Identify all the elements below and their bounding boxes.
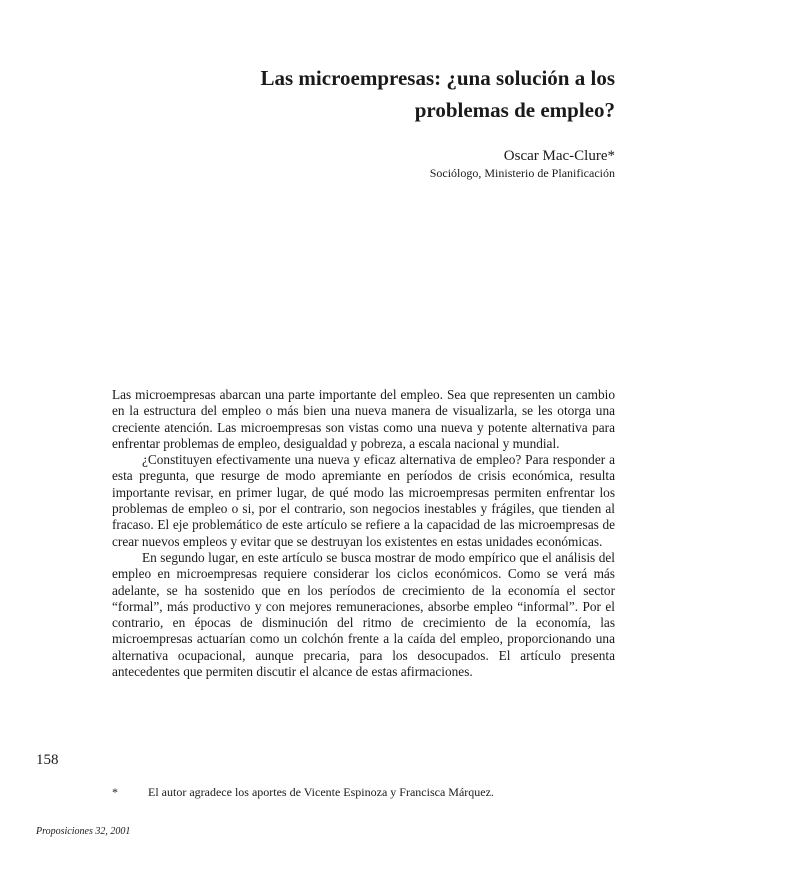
footnote-text: El autor agradece los aportes de Vicente Espinoza y Francisca Márquez.	[148, 785, 494, 799]
author-name: Oscar Mac-Clure*	[503, 148, 615, 164]
page-number: 158	[36, 752, 59, 768]
footnote	[112, 785, 632, 800]
footnote-mark: *	[112, 785, 118, 799]
paragraph-2: ¿Constituyen efectivamente una nueva y eficaz alternativa de empleo? Para responder a esta pregunta, que resurge de modo apremiante en períodos de crisis económica, resulta importante revisar, en primer lugar, de qué modo las microempresas permiten enfrentar los problemas de empleo o si, por el contrario, son negocios inestables y frágiles, que tienden al fracaso. El eje problemático de este artículo se refiere a la capacidad de las microempresas de crear nuevos empleos y evitar que se destruyan los existentes en estas unidades económicas.	[112, 452, 615, 549]
article-body	[112, 387, 615, 680]
author-affiliation: Sociólogo, Ministerio de Planificación	[429, 166, 615, 180]
article-title	[135, 62, 615, 126]
paragraph-3: En segundo lugar, en este artículo se busca mostrar de modo empírico que el análisis del empleo en microempresas requiere considerar los ciclos económicos. Como se verá más adelante, se ha sostenido que en los períodos de crecimiento de la economía el sector “formal”, más productivo y con mejores remuneraciones, absorbe empleo “informal”. Por el contrario, en épocas de disminución del ritmo de crecimiento de la economía, las microempresas actuarían como un colchón frente a la caída del empleo, proporcionando una alternativa ocupacional, aunque precaria, para los desocupados. El artículo presenta antecedentes que permiten discutir el alcance de estas afirmaciones.	[112, 549, 615, 680]
title-line-1: Las microempresas: ¿una solución a los	[260, 66, 615, 90]
paragraph-1: Las microempresas abarcan una parte importante del empleo. Sea que representen un cambio en la estructura del empleo o más bien una nueva manera de visualizarla, se les otorga una creciente atención. Las microempresas son vistas como una nueva y potente alternativa para enfrentar problemas de empleo, desigualdad y pobreza, a escala nacional y mundial.	[112, 387, 615, 451]
journal-citation: Proposiciones 32, 2001	[36, 826, 131, 837]
title-line-2: problemas de empleo?	[414, 98, 615, 122]
